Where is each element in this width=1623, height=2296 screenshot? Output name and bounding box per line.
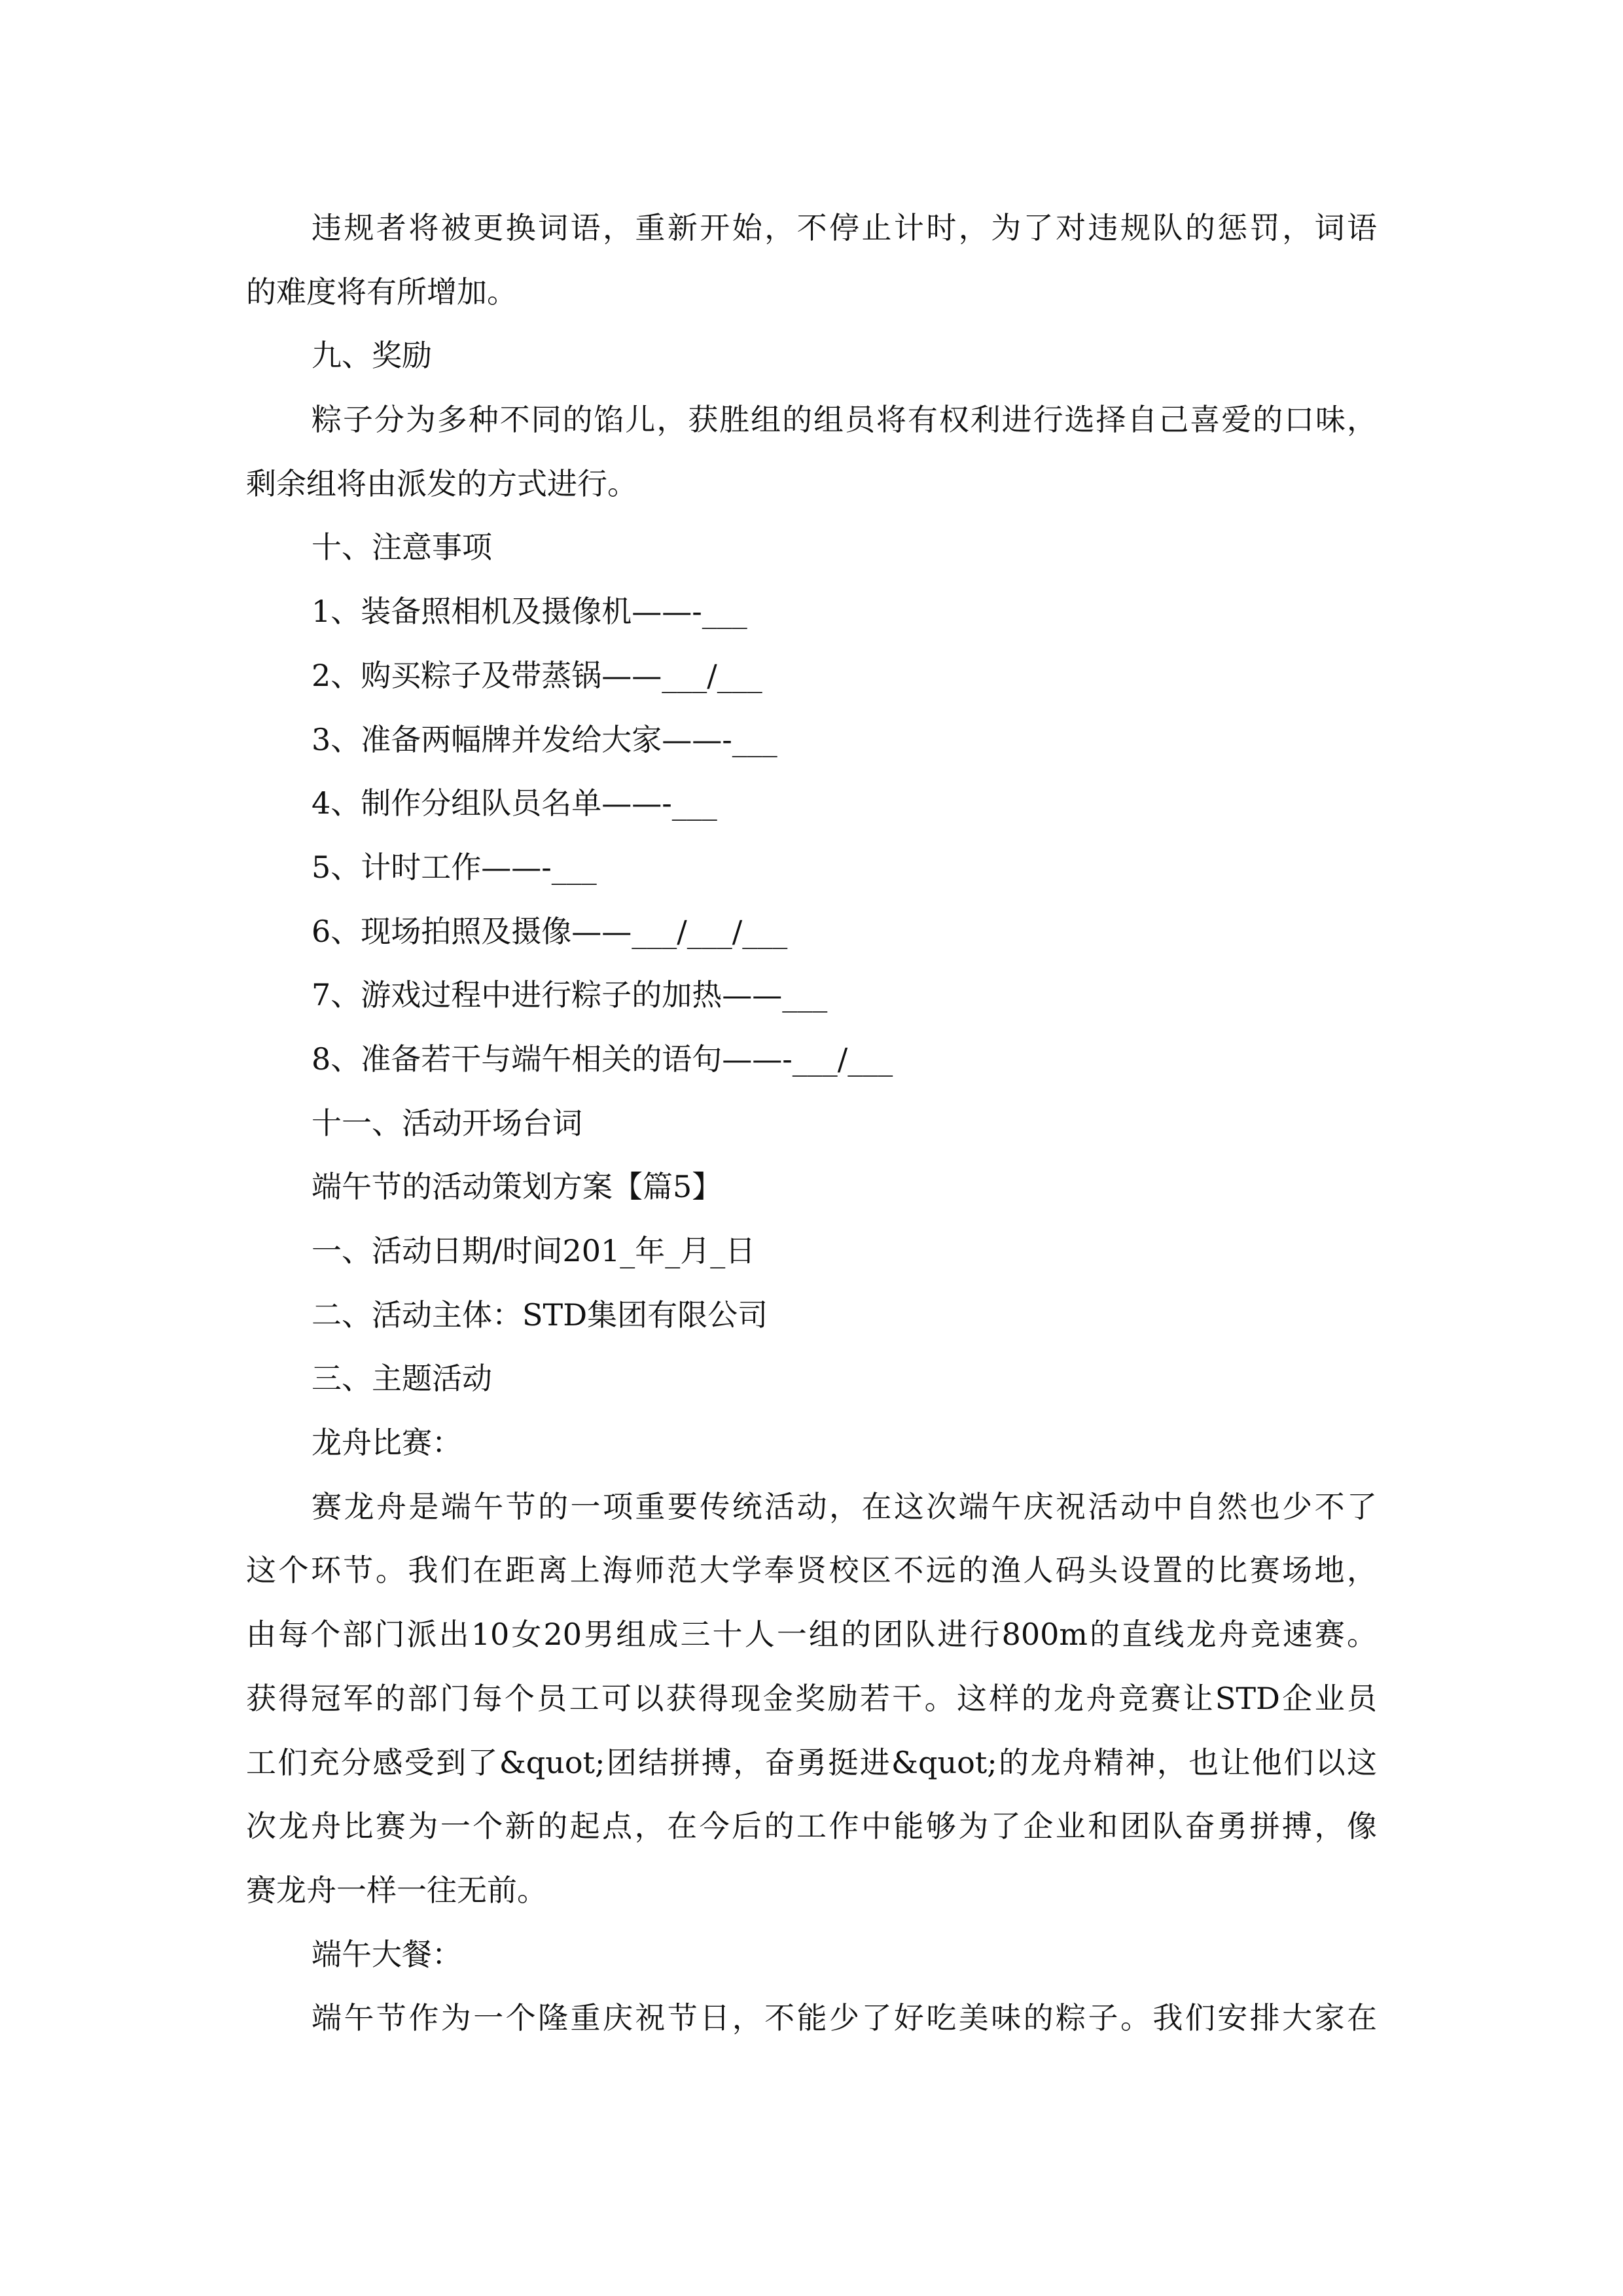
section-heading: 一、活动日期/时间201_年_月_日: [312, 1233, 756, 1268]
paragraph-line: 由每个部门派出10女20男组成三十人一组的团队进行800m的直线龙舟竞速赛。: [246, 1617, 1377, 1653]
paragraph-line: 粽子分为多种不同的馅儿，获胜组的组员将有权利进行选择自己喜爱的口味，: [312, 402, 1377, 438]
paragraph-line: 端午节作为一个隆重庆祝节日，不能少了好吃美味的粽子。我们安排大家在: [312, 2000, 1377, 2036]
subsection-heading: 端午大餐：: [312, 1936, 462, 1972]
section-heading: 十、注意事项: [312, 529, 492, 565]
document-title: 端午节的活动策划方案【篇5】: [312, 1169, 722, 1205]
paragraph-line: 工们充分感受到了&quot;团结拼搏，奋勇挺进&quot;的龙舟精神，也让他们以这: [246, 1744, 1377, 1780]
paragraph-line: 的难度将有所增加。: [246, 274, 517, 310]
list-item: 8、准备若干与端午相关的语句——-___/___: [312, 1041, 893, 1077]
section-heading: 三、主题活动: [312, 1361, 492, 1397]
paragraph-line: 赛龙舟是端午节的一项重要传统活动，在这次端午庆祝活动中自然也少不了: [312, 1488, 1377, 1524]
section-heading: 九、奖励: [312, 338, 432, 374]
section-heading: 二、活动主体：STD集团有限公司: [312, 1297, 768, 1333]
list-item: 6、现场拍照及摄像——___/___/___: [312, 913, 788, 949]
list-item: 1、装备照相机及摄像机——-___: [312, 594, 747, 630]
paragraph-line: 剩余组将由派发的方式进行。: [246, 465, 637, 501]
paragraph-line: 违规者将被更换词语，重新开始，不停止计时，为了对违规队的惩罚，词语: [312, 210, 1377, 245]
paragraph-line: 获得冠军的部门每个员工可以获得现金奖励若干。这样的龙舟竞赛让STD企业员: [246, 1680, 1377, 1716]
list-item: 2、购买粽子及带蒸锅——___/___: [312, 657, 762, 693]
list-item: 5、计时工作——-___: [312, 849, 597, 885]
paragraph-line: 次龙舟比赛为一个新的起点，在今后的工作中能够为了企业和团队奋勇拼搏，像: [246, 1808, 1377, 1844]
section-heading: 十一、活动开场台词: [312, 1105, 582, 1141]
subsection-heading: 龙舟比赛：: [312, 1425, 462, 1461]
paragraph-line: 这个环节。我们在距离上海师范大学奉贤校区不远的渔人码头设置的比赛场地，: [246, 1552, 1377, 1588]
paragraph-line: 赛龙舟一样一往无前。: [246, 1872, 547, 1908]
document-body: [246, 196, 1377, 2051]
list-item: 4、制作分组队员名单——-___: [312, 785, 717, 821]
list-item: 7、游戏过程中进行粽子的加热——___: [312, 977, 828, 1013]
list-item: 3、准备两幅牌并发给大家——-___: [312, 721, 777, 757]
